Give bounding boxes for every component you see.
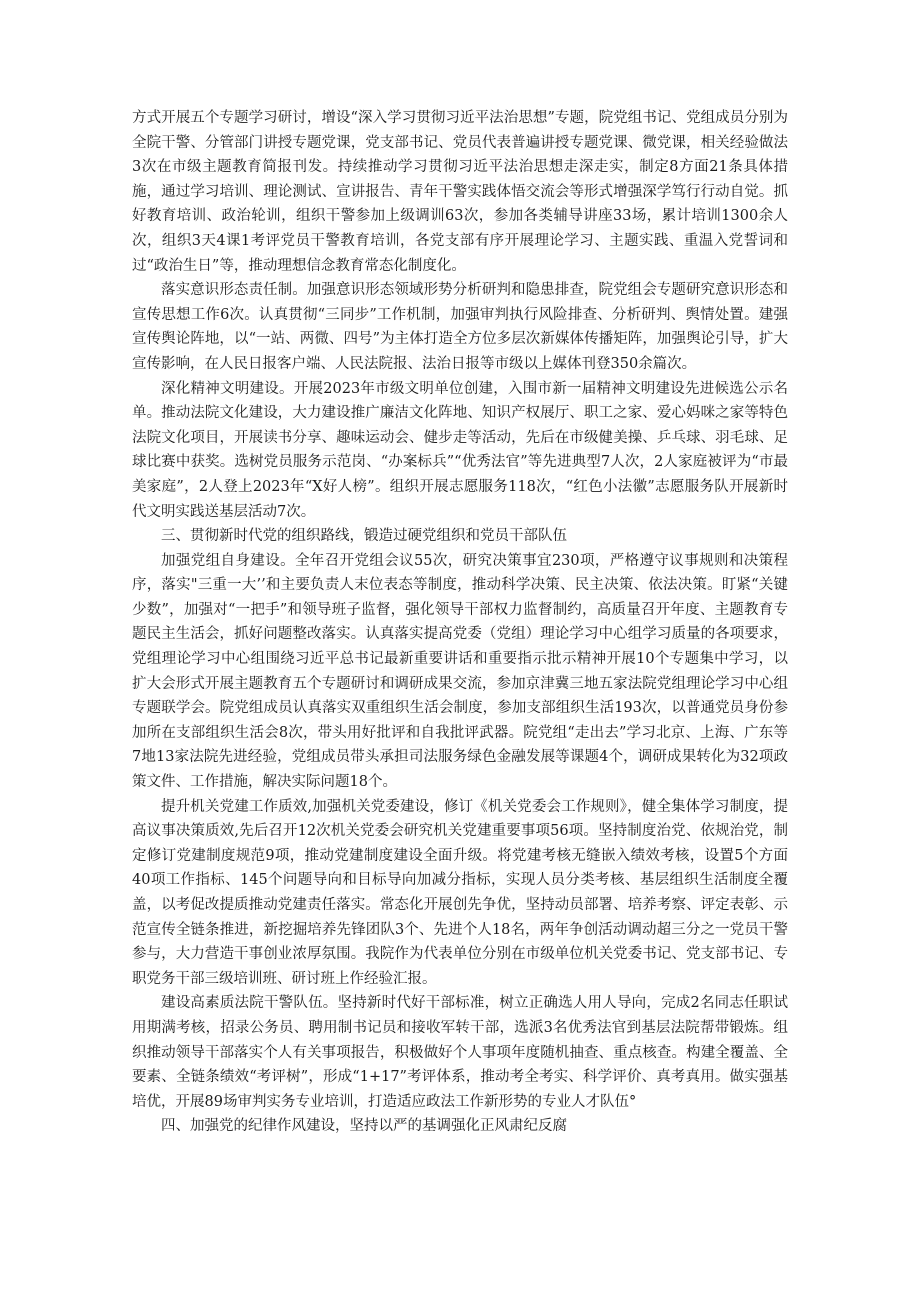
section-heading-three: 三、贯彻新时代党的组织路线，锻造过硬党组织和党员干部队伍 [161, 528, 567, 545]
paragraph-study-continuation: 方式开展五个专题学习研讨，增设“深入学习贯彻习近平法治思想”专题，院党组书记、党组成员分别为全院干警、分管部门讲授专题党课，党支部书记、党员代表普遍讲授专题党课、微党课，相关经验做法3次在市级主题教育简报刊发。持续推动学习贯彻习近平法治思想走深走实，制定8方面21条具体措施，通过学习培训、理论测试、宣讲报告、青年干警实践体悟交流会等形式增强深学笃行行动自觉。抓好教育培训、政治轮训，组织干警参加上级调训63次，参加各类辅导讲座33场，累计培训1300余人次，组织3天4课1考评党员干警教育培训，各党支部有序开展理论学习、主题实践、重温入党誓词和过“政治生日”等，推动理想信念教育常态化制度化。 [132, 110, 788, 274]
paragraph-police-team-building: 建设高素质法院干警队伍。坚持新时代好干部标准，树立正确选人用人导向，完成2名同志任职试用期满考核，招录公务员、聘用制书记员和接收军转干部，选派3名优秀法官到基层法院帮带锻炼。组织推动领导干部落实个人有关事项报告，积极做好个人事项年度随机抽查、重点核查。构建全覆盖、全要素、全链条绩效“考评树”，形成“1+17”考评体系，推动考全考实、科学评价、真考真用。做实强基培优，开展89场审判实务专业培训，打造适应政法工作新形势的专业人才队伍° [132, 995, 788, 1110]
paragraph-ideology-responsibility: 落实意识形态责任制。加强意识形态领域形势分析研判和隐患排查，院党组会专题研究意识形态和宣传思想工作6次。认真贯彻“三同步”工作机制，加强审判执行风险排查、分析研判、舆情处置。建强宣传舆论阵地，以“一站、两微、四号”为主体打造全方位多层次新媒体传播矩阵，加强舆论引导，扩大宣传影响，在人民日报客户端、人民法院报、法治日报等市级以上媒体刊登350余篇次。 [132, 282, 788, 372]
document-page [132, 106, 788, 1139]
section-heading-four: 四、加强党的纪律作风建设，坚持以严的基调强化正风肃纪反腐 [161, 1118, 567, 1135]
paragraph-spiritual-civilization: 深化精神文明建设。开展2023年市级文明单位创建，入围市新一届精神文明建设先进候选公示名单。推动法院文化建设，大力建设推广廉洁文化阵地、知识产权展厅、职工之家、爱心妈咪之家等特色法院文化项目，开展读书分享、趣味运动会、健步走等活动，先后在市级健美操、乒乓球、羽毛球、足球比赛中获奖。选树党员服务示范岗、“办案标兵”“优秀法官”等先进典型7人次，2人家庭被评为“市最美家庭”，2人登上2023年“X好人榜”。组织开展志愿服务118次，“红色小法徽”志愿服务队开展新时代文明实践送基层活动7次。 [132, 380, 788, 520]
paragraph-party-group-building: 加强党组自身建设。全年召开党组会议55次，研究决策事宜230项，严格遵守议事规则和决策程序，落实"三重一大’’和主要负责人末位表态等制度，推动科学决策、民主决策、依法决策。盯紧“关键少数”，加强对“一把手”和领导班子监督，强化领导干部权力监督制约，高质量召开年度、主题教育专题民主生活会，抓好问题整改落实。认真落实提高党委（党组）理论学习中心组学习质量的各项要求，党组理论学习中心组围绕习近平总书记最新重要讲话和重要指示批示精神开展10个专题集中学习，以扩大会形式开展主题教育五个专题研讨和调研成果交流，参加京津冀三地五家法院党组理论学习中心组专题联学会。院党组成员认真落实双重组织生活会制度，参加支部组织生活193次，以普通党员身份参加所在支部组织生活会8次，带头用好批评和自我批评武器。院党组“走出去”学习北京、上海、广东等7地13家法院先进经验，党组成员带头承担司法服务绿色金融发展等课题4个，调研成果转化为32项政策文件、工作措施，解决实际问题18个。 [132, 552, 788, 791]
paragraph-organ-party-building: 提升机关党建工作质效,加强机关党委建设，修订《机关党委会工作规则》，健全集体学习制度，提高议事决策质效,先后召开12次机关党委会研究机关党建重要事项56项。坚持制度治党、依规治党，制定修订党建制度规范9项，推动党建制度建设全面升级。将党建考核无缝嵌入绩效考核，设置5个方面40项工作指标、145个问题导向和目标导向加减分指标，实现人员分类考核、基层组织生活制度全覆盖，以考促改提质推动党建责任落实。常态化开展创先争优，坚持动员部署、培养考察、评定表彰、示范宣传全链条推进，新挖掘培养先锋团队3个、先进个人18名，两年争创活动调动超三分之一党员干警参与，大力营造干事创业浓厚氛围。我院作为代表单位分别在市级单位机关党委书记、党支部书记、专职党务干部三级培训班、研讨班上作经验汇报。 [132, 798, 788, 987]
